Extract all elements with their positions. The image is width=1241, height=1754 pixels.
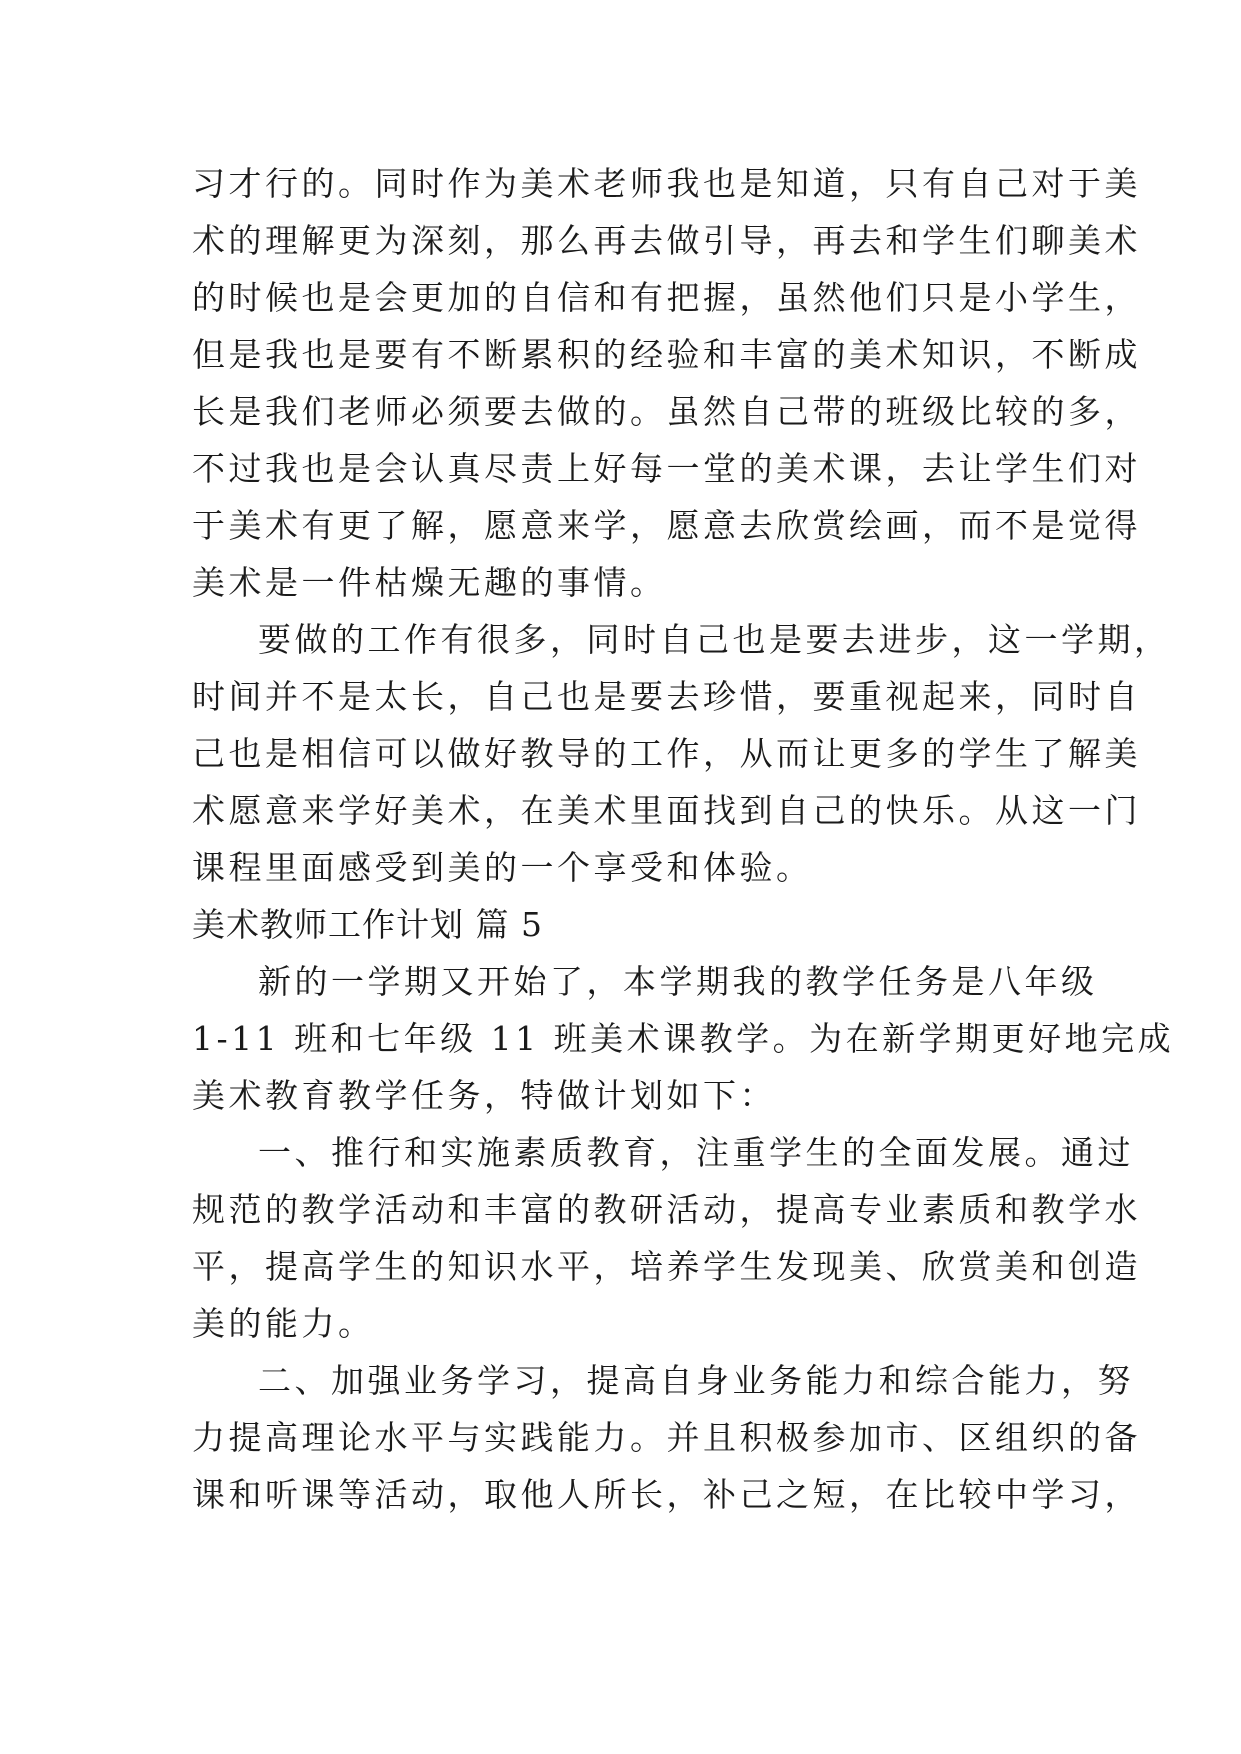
text-line: 术的理解更为深刻，那么再去做引导，再去和学生们聊美术 xyxy=(192,221,1141,260)
text-line: 课和听课等活动，取他人所长，补己之短，在比较中学习， xyxy=(192,1475,1141,1514)
text-line: 不过我也是会认真尽责上好每一堂的美术课，去让学生们对 xyxy=(192,449,1141,488)
text-line: 己也是相信可以做好教导的工作，从而让更多的学生了解美 xyxy=(192,734,1141,773)
text-line: 于美术有更了解，愿意来学，愿意去欣赏绘画，而不是觉得 xyxy=(192,506,1141,545)
text-line: 美术教育教学任务，特做计划如下： xyxy=(192,1076,776,1115)
paragraph-first-line: 新的一学期又开始了，本学期我的教学任务是八年级 xyxy=(258,962,1098,1001)
text-line: 平，提高学生的知识水平，培养学生发现美、欣赏美和创造 xyxy=(192,1247,1141,1286)
text-line: 美的能力。 xyxy=(192,1304,375,1343)
text-line: 术愿意来学好美术，在美术里面找到自己的快乐。从这一门 xyxy=(192,791,1141,830)
paragraph-first-line: 要做的工作有很多，同时自己也是要去进步，这一学期， xyxy=(258,620,1171,659)
text-line: 美术是一件枯燥无趣的事情。 xyxy=(192,563,667,602)
paragraph-first-line: 二、加强业务学习，提高自身业务能力和综合能力，努 xyxy=(258,1361,1134,1400)
text-line: 规范的教学活动和丰富的教研活动，提高专业素质和教学水 xyxy=(192,1190,1141,1229)
text-line: 课程里面感受到美的一个享受和体验。 xyxy=(192,848,813,887)
text-line: 的时候也是会更加的自信和有把握，虽然他们只是小学生， xyxy=(192,278,1141,317)
text-line: 时间并不是太长，自己也是要去珍惜，要重视起来，同时自 xyxy=(192,677,1141,716)
section-heading: 美术教师工作计划 篇 5 xyxy=(192,905,543,944)
text-line: 1-11 班和七年级 11 班美术课教学。为在新学期更好地完成 xyxy=(192,1019,1175,1058)
paragraph-first-line: 一、推行和实施素质教育，注重学生的全面发展。通过 xyxy=(258,1133,1134,1172)
text-line: 长是我们老师必须要去做的。虽然自己带的班级比较的多， xyxy=(192,392,1141,431)
text-line: 习才行的。同时作为美术老师我也是知道，只有自己对于美 xyxy=(192,164,1141,203)
text-line: 但是我也是要有不断累积的经验和丰富的美术知识，不断成 xyxy=(192,335,1141,374)
text-line: 力提高理论水平与实践能力。并且积极参加市、区组织的备 xyxy=(192,1418,1141,1457)
